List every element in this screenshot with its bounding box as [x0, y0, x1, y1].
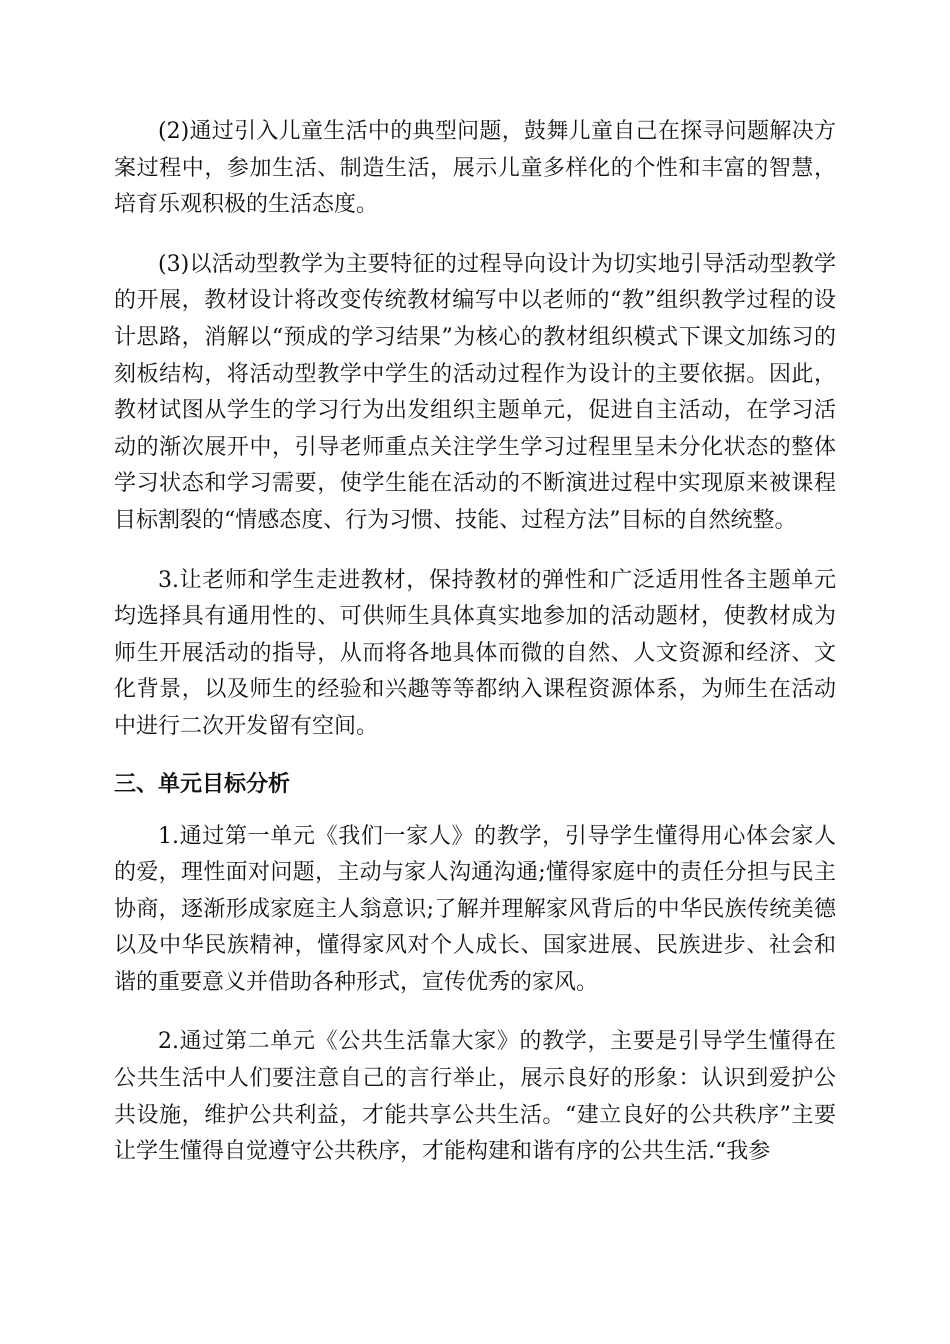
paragraph-item-3: (3)以活动型教学为主要特征的过程导向设计为切实地引导活动型教学的开展，教材设计将改变传统教材编写中以老师的“教”组织教学过程的设计思路，消解以“预成的学习结果”为核心的教材组织模式下课文加练习的刻板结构，将活动型教学中学生的活动过程作为设计的主要依据。因此，教材试图从学生的学习行为出发组织主题单元，促进自主活动，在学习活动的渐次展开中，引导老师重点关注学生学习过程里呈未分化状态的整体学习状态和学习需要，使学生能在活动的不断演进过程中实现原来被课程目标割裂的“情感态度、行为习惯、技能、过程方法”目标的自然统整。 — [114, 251, 836, 533]
section-heading: 三、单元目标分析 — [114, 771, 291, 797]
paragraph-unit-goal-2: 2.通过第二单元《公共生活靠大家》的教学，主要是引导学生懂得在公共生活中人们要注意自己的言行举止，展示良好的形象：认识到爱护公共设施，维护公共利益，才能共享公共生活。“建立良好的公共秩序”主要让学生懂得自觉遵守公共秩序，才能构建和谐有序的公共生活.“我参 — [114, 1029, 836, 1165]
paragraph-item-2: (2)通过引入儿童生活中的典型问题，鼓舞儿童自己在探寻问题解决方案过程中，参加生活、制造生活，展示儿童多样化的个性和丰富的智慧，培育乐观积极的生活态度。 — [114, 119, 836, 218]
document-body — [114, 114, 836, 1171]
paragraph-unit-goal-1: 1.通过第一单元《我们一家人》的教学，引导学生懂得用心体会家人的爱，理性面对问题，主动与家人沟通沟通;懂得家庭中的责任分担与民主协商，逐渐形成家庭主人翁意识;了解并理解家风背后的中华民族传统美德以及中华民族精神，懂得家风对个人成长、国家进展、民族进步、社会和谐的重要意义并借助各种形式，宣传优秀的家风。 — [114, 823, 836, 995]
paragraph-point-3: 3.让老师和学生走进教材，保持教材的弹性和广泛适用性各主题单元均选择具有通用性的、可供师生具体真实地参加的活动题材，使教材成为师生开展活动的指导，从而将各地具体而微的自然、人文资源和经济、文化背景，以及师生的经验和兴趣等等都纳入课程资源体系，为师生在活动中进行二次开发留有空间。 — [114, 567, 836, 739]
